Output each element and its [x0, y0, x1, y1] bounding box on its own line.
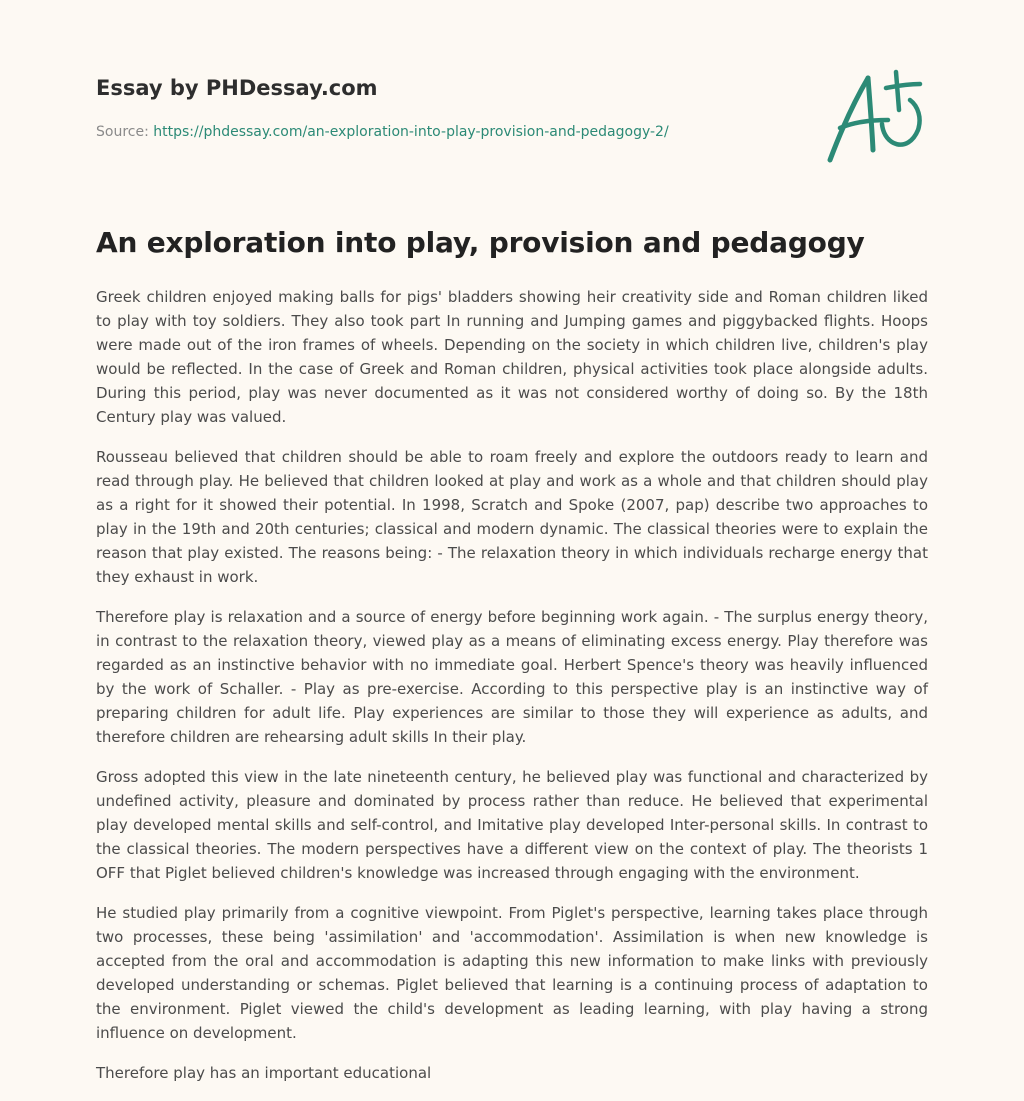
a-plus-logo-icon — [822, 66, 928, 166]
source-link[interactable]: https://phdessay.com/an-exploration-into-play-provision-and-pedagogy-2/ — [153, 124, 669, 140]
essay-paragraph: Greek children enjoyed making balls for pigs' bladders showing heir creativity side and Roman children liked to play with toy soldiers. They also took part In running and Jumping games and piggybacked flights. Hoops were made out of the iron frames of wheels. Depending on the society in which children live, children's play would be reflected. In the case of Greek and Roman children, physical activities took place alongside adults. During this period, play was never documented as it was not considered worthy of doing so. By the 18th Century play was valued. — [96, 288, 928, 426]
essay-paragraph: He studied play primarily from a cognitive viewpoint. From Piglet's perspective, learning takes place through two processes, these being 'assimilation' and 'accommodation'. Assimilation is when new knowledge is accepted from the oral and accommodation is adapting this new information to make links with previously developed understanding or schemas. Piglet believed that learning is a continuing process of adaptation to the environment. Piglet viewed the child's development as leading learning, with play having a strong influence on development. — [96, 904, 928, 1042]
essay-body — [96, 285, 928, 1101]
essay-paragraph: Gross adopted this view in the late nineteenth century, he believed play was functional and characterized by undefined activity, pleasure and dominated by process rather than reduce. He believed that experimental play developed mental skills and self-control, and Imitative play developed Inter-personal skills. In contrast to the classical theories. The modern perspectives have a different view on the context of play. The theorists 1 OFF that Piglet believed children's knowledge was increased through engaging with the environment. — [96, 768, 928, 882]
essay-paragraph: Rousseau believed that children should be able to roam freely and explore the outdoors ready to learn and read through play. He believed that children looked at play and work as a whole and that children should play as a right for it showed their potential. In 1998, Scratch and Spoke (2007, pap) describe two approaches to play in the 19th and 20th centuries; classical and modern dynamic. The classical theories were to explain the reason that play existed. The reasons being: - The relaxation theory in which individuals recharge energy that they exhaust in work. — [96, 448, 928, 586]
essay-paragraph: Therefore play has an important educational — [96, 1064, 432, 1082]
essay-title: An exploration into play, provision and pedagogy — [96, 226, 865, 259]
site-brand: Essay by PHDessay.com — [96, 76, 378, 100]
essay-paragraph: Therefore play is relaxation and a source of energy before beginning work again. - The surplus energy theory, in contrast to the relaxation theory, viewed play as a means of eliminating excess energy. Play therefore was regarded as an instinctive behavior with no immediate goal. Herbert Spence's theory was heavily influenced by the work of Schaller. - Play as pre-exercise. According to this perspective play is an instinctive way of preparing children for adult life. Play experiences are similar to those they will experience as adults, and therefore children are rehearsing adult skills In their play. — [96, 608, 928, 746]
source-line — [96, 124, 669, 140]
source-label: Source: — [96, 124, 149, 140]
